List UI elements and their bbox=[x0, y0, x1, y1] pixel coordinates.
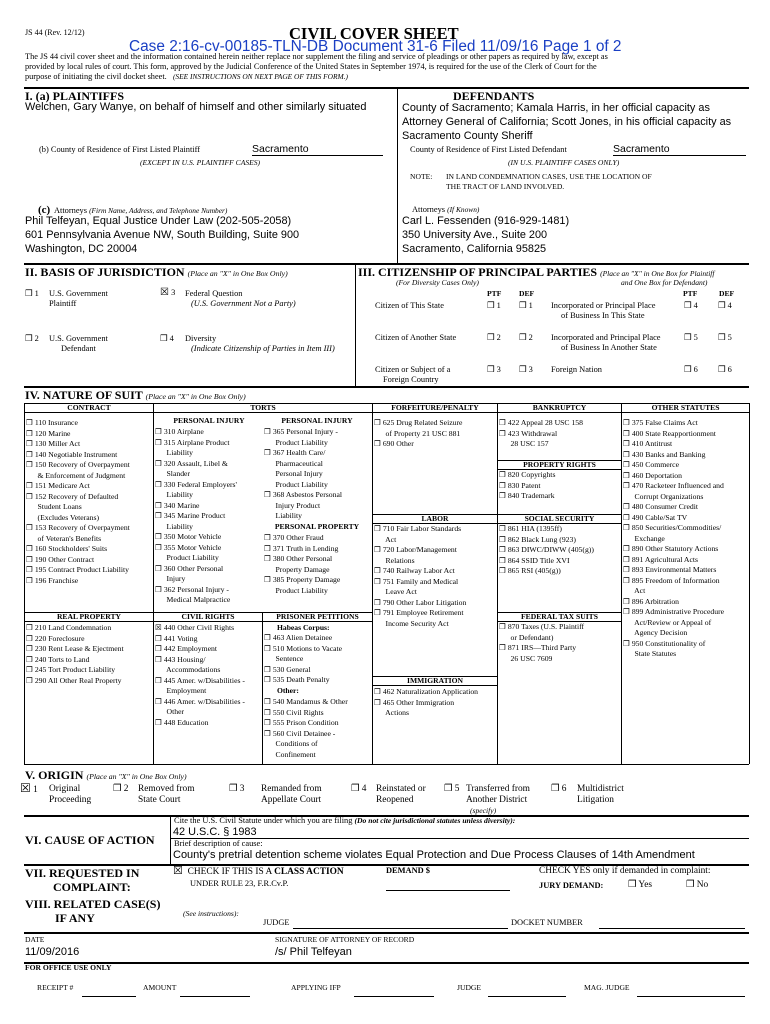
list-item[interactable]: ❒ 465 Other Immigration bbox=[374, 697, 455, 707]
property-rights-list[interactable] bbox=[499, 470, 555, 502]
jurisdiction-option-4-label: Diversity (Indicate Citizenship of Parties in Item III) bbox=[185, 334, 335, 354]
list-item: Employment bbox=[155, 686, 207, 695]
mag-judge-label: MAG. JUDGE bbox=[584, 983, 630, 992]
list-item[interactable]: ❒ 152 Recovery of Defaulted bbox=[26, 491, 119, 501]
list-item: Slander bbox=[155, 469, 191, 478]
list-item: Property Damage bbox=[264, 564, 330, 574]
header-civil-rights: CIVIL RIGHTS bbox=[181, 612, 235, 621]
list-item[interactable]: ❒ 446 Amer. w/Disabilities - bbox=[155, 696, 245, 706]
citizen-row-1-rdef[interactable]: ❒ 4 bbox=[718, 301, 732, 310]
citizen-row-2-def[interactable]: ❒ 2 bbox=[519, 333, 533, 342]
form-title: CIVIL COVER SHEET bbox=[289, 24, 459, 43]
list-item[interactable]: ❒ 820 Copyrights bbox=[499, 470, 556, 479]
list-item[interactable]: ❒ 367 Health Care/ bbox=[264, 448, 326, 457]
list-item[interactable]: ❒ 443 Housing/ bbox=[155, 654, 206, 664]
header-prisoner-petitions: PRISONER PETITIONS bbox=[276, 612, 359, 621]
list-item[interactable]: ❒ 160 Stockholders' Suits bbox=[26, 544, 108, 553]
citizen-row-3-ptf[interactable]: ❒ 3 bbox=[487, 365, 501, 374]
list-item: Exchange bbox=[623, 533, 665, 543]
jurisdiction-option-3[interactable]: ☒ 3 bbox=[160, 287, 176, 298]
list-item[interactable]: ❒ 330 Federal Employers' bbox=[155, 479, 237, 489]
list-item: Student Loans bbox=[26, 502, 82, 511]
origin-title: V. ORIGIN (Place an "X" in One Box Only) bbox=[25, 768, 187, 782]
list-item: (Excludes Veterans) bbox=[26, 512, 100, 522]
list-item: Relations bbox=[374, 555, 415, 565]
def-header-right: DEF bbox=[719, 289, 735, 298]
list-item[interactable]: ❒ 863 DIWC/DIWW (405(g)) bbox=[499, 545, 594, 554]
list-item[interactable]: ❒ 899 Administrative Procedure bbox=[623, 607, 725, 616]
origin-option-6[interactable]: ❒ 6 bbox=[551, 784, 567, 794]
defendant-county-note: (IN U.S. PLAINTIFF CASES ONLY) bbox=[508, 158, 620, 167]
list-item[interactable]: ❒ 896 Arbitration bbox=[623, 596, 680, 606]
list-item[interactable]: ❒ 130 Miller Act bbox=[26, 439, 81, 448]
torts-personal-property-list[interactable] bbox=[264, 533, 340, 596]
social-security-list[interactable] bbox=[499, 524, 594, 577]
list-item[interactable]: ❒ 530 General bbox=[264, 664, 311, 674]
related-cases-title-2: IF ANY bbox=[55, 911, 95, 925]
plaintiff-county-note: (EXCEPT IN U.S. PLAINTIFF CASES) bbox=[140, 158, 261, 167]
list-item[interactable]: ❒ 345 Marine Product bbox=[155, 511, 226, 520]
origin-option-3-label: Remanded from Appellate Court bbox=[261, 784, 322, 805]
list-item[interactable]: ❒ 400 State Reapportionment bbox=[623, 428, 716, 438]
citizen-row-3-rdef[interactable]: ❒ 6 bbox=[718, 365, 732, 374]
signature-value[interactable]: /s/ Phil Telfeyan bbox=[275, 946, 352, 958]
list-item[interactable]: ❒ 560 Civil Detainee - bbox=[264, 728, 336, 738]
list-item: Personal Injury bbox=[264, 469, 323, 478]
real-property-list[interactable] bbox=[26, 623, 124, 686]
date-label: DATE bbox=[25, 935, 45, 944]
list-item[interactable]: ❒ 315 Airplane Product bbox=[155, 437, 230, 447]
header-real-property: REAL PROPERTY bbox=[56, 612, 122, 621]
list-item: Confinement bbox=[264, 749, 316, 759]
list-item[interactable]: ❒ 368 Asbestos Personal bbox=[264, 490, 343, 499]
list-item[interactable]: ❒ 550 Civil Rights bbox=[264, 707, 324, 717]
origin-option-2-label: Removed from State Court bbox=[138, 784, 195, 805]
other-statutes-list[interactable] bbox=[623, 418, 724, 660]
list-item[interactable]: ❒ 151 Medicare Act bbox=[26, 481, 90, 490]
list-item[interactable]: ❒ 450 Commerce bbox=[623, 460, 679, 469]
personal-injury-header-2: PERSONAL INJURY bbox=[281, 416, 353, 425]
origin-option-4[interactable]: ❒ 4 bbox=[351, 784, 367, 794]
list-item[interactable]: ❒ 310 Airplane bbox=[155, 427, 204, 436]
list-item: Injury bbox=[155, 574, 186, 583]
list-item: Product Liability bbox=[155, 553, 219, 562]
defendants-label: DEFENDANTS bbox=[453, 89, 535, 103]
footer-judge-label: JUDGE bbox=[457, 983, 482, 992]
list-item: or Defendant) bbox=[499, 632, 554, 642]
list-item[interactable]: ❒ 153 Recovery of Overpayment bbox=[26, 523, 130, 532]
contract-list[interactable] bbox=[26, 418, 130, 586]
citizenship-sub-right: and One Box for Defendant) bbox=[621, 278, 708, 287]
header-immigration: IMMIGRATION bbox=[407, 676, 463, 685]
defendants-value[interactable]: County of Sacramento; Kamala Harris, in her official capacity as Attorney General of California; Scott Jones, in his official capacity as Sacramento County Sheriff bbox=[402, 102, 732, 142]
list-item[interactable]: ❒ 371 Truth in Lending bbox=[264, 543, 339, 553]
list-item: Injury Product bbox=[264, 500, 321, 510]
list-item[interactable]: ❒ 423 Withdrawal bbox=[499, 428, 558, 438]
list-item[interactable]: ❒ 690 Other bbox=[374, 439, 414, 448]
list-item[interactable]: ❒ 891 Agricultural Acts bbox=[623, 554, 699, 564]
origin-option-5[interactable]: ❒ 5 bbox=[444, 784, 460, 794]
form-id: JS 44 (Rev. 12/12) bbox=[25, 28, 85, 37]
list-item[interactable]: ❒ 190 Other Contract bbox=[26, 554, 95, 564]
list-item: Product Liability bbox=[264, 437, 328, 447]
jury-yes-checkbox[interactable]: ❒ Yes bbox=[628, 880, 653, 890]
jurisdiction-option-1[interactable]: ❒ 1 bbox=[25, 289, 39, 298]
jurisdiction-option-1-label: U.S. Government Plaintiff bbox=[49, 289, 108, 309]
list-item[interactable]: ❒ 385 Property Damage bbox=[264, 575, 341, 584]
citizenship-title: III. CITIZENSHIP OF PRINCIPAL PARTIES (Place an "X" in One Box for Plaintiff bbox=[358, 265, 715, 279]
list-item: 26 USC 7609 bbox=[499, 653, 553, 663]
list-item[interactable]: ❒ 865 RSI (405(g)) bbox=[499, 566, 561, 575]
docket-number-label: DOCKET NUMBER bbox=[511, 918, 583, 927]
forfeiture-list[interactable] bbox=[374, 418, 462, 450]
list-item[interactable]: ❒ 480 Consumer Credit bbox=[623, 502, 699, 511]
immigration-list[interactable] bbox=[374, 687, 478, 719]
list-item[interactable]: ❒ 140 Negotiable Instrument bbox=[26, 449, 118, 459]
origin-option-1[interactable]: ☒ 1 bbox=[20, 781, 38, 795]
header-torts: TORTS bbox=[250, 403, 276, 412]
list-item: 28 USC 157 bbox=[499, 439, 549, 448]
list-item: Corrupt Organizations bbox=[623, 491, 704, 501]
citizen-row-2: Citizen of Another State bbox=[375, 333, 457, 342]
origin-option-3[interactable]: ❒ 3 bbox=[229, 784, 245, 794]
list-item[interactable]: ❒ 710 Fair Labor Standards bbox=[374, 524, 462, 533]
personal-injury-header: PERSONAL INJURY bbox=[173, 416, 245, 425]
intro-line-3: purpose of initiating the civil docket sheet. (SEE INSTRUCTIONS ON NEXT PAGE OF THIS FORM.) bbox=[25, 72, 348, 81]
list-item[interactable]: ❒ 791 Employee Retirement bbox=[374, 608, 464, 617]
list-item[interactable]: ❒ 410 Antitrust bbox=[623, 439, 673, 448]
nature-of-suit-title: IV. NATURE OF SUIT (Place an "X" in One Box Only) bbox=[25, 388, 246, 402]
list-item[interactable]: ❒ 110 Insurance bbox=[26, 418, 78, 427]
demand-label: DEMAND $ bbox=[386, 866, 430, 875]
citizen-row-2-ptf[interactable]: ❒ 2 bbox=[487, 333, 501, 342]
list-item[interactable]: ❒ 320 Assault, Libel & bbox=[155, 458, 228, 468]
list-item: Accommodations bbox=[155, 665, 221, 674]
citizen-row-2-rdef[interactable]: ❒ 5 bbox=[718, 333, 732, 342]
brief-value[interactable]: County's pretrial detention scheme violates Equal Protection and Due Process Clauses of 14th Amendment bbox=[173, 849, 695, 861]
list-item[interactable]: ❒ 490 Cable/Sat TV bbox=[623, 512, 688, 522]
origin-option-1-label: Original Proceeding bbox=[49, 784, 92, 805]
intro-line-2: provided by local rules of court. This form, approved by the Judicial Conference of the United States in September 1974, is required for the use of the Clerk of Court for the bbox=[25, 62, 597, 71]
citizen-row-1-right: Incorporated or Principal Place of Business In This State bbox=[551, 301, 656, 321]
list-item[interactable]: ❒ 840 Trademark bbox=[499, 491, 555, 500]
list-item: Act/Review or Appeal of bbox=[623, 617, 712, 627]
defendant-county-label: County of Residence of First Listed Defendant bbox=[410, 145, 567, 154]
cite-label: Cite the U.S. Civil Statute under which you are filing (Do not cite jurisdictional statutes unless diversity): bbox=[174, 816, 516, 825]
plaintiff-attorneys-value[interactable]: Phil Telfeyan, Equal Justice Under Law (202-505-2058) 601 Pennsylvania Avenue NW, South Building, Suite 900 Washington, DC 20004 bbox=[25, 215, 300, 255]
header-social-security: SOCIAL SECURITY bbox=[524, 514, 595, 523]
prisoner-habeas-list[interactable] bbox=[264, 633, 342, 686]
related-cases-title: VIII. RELATED CASE(S) bbox=[25, 897, 161, 911]
header-property-rights: PROPERTY RIGHTS bbox=[523, 460, 596, 469]
note-text: IN LAND CONDEMNATION CASES, USE THE LOCATION OF THE TRACT OF LAND INVOLVED. bbox=[446, 172, 652, 192]
citizen-row-3-rptf[interactable]: ❒ 6 bbox=[684, 365, 698, 374]
list-item[interactable]: ❒ 290 All Other Real Property bbox=[26, 675, 122, 685]
jurisdiction-title: II. BASIS OF JURISDICTION (Place an "X" in One Box Only) bbox=[25, 265, 288, 279]
header-forfeiture: FORFEITURE/PENALTY bbox=[391, 403, 479, 412]
list-item[interactable]: ❒ 720 Labor/Management bbox=[374, 545, 457, 554]
list-item[interactable]: ❒ 196 Franchise bbox=[26, 575, 79, 585]
list-item[interactable]: ❒ 625 Drug Related Seizure bbox=[374, 418, 463, 427]
list-item[interactable]: ❒ 365 Personal Injury - bbox=[264, 427, 338, 436]
torts-personal-injury-list[interactable] bbox=[155, 427, 237, 606]
header-federal-tax: FEDERAL TAX SUITS bbox=[521, 612, 598, 621]
list-item[interactable]: ❒ 240 Torts to Land bbox=[26, 654, 90, 664]
applying-ifp-label: APPLYING IFP bbox=[291, 983, 341, 992]
related-judge-label: JUDGE bbox=[263, 918, 290, 927]
list-item: Act bbox=[623, 586, 646, 595]
class-action-checkbox[interactable]: ☒ CHECK IF THIS IS A CLASS ACTION bbox=[173, 865, 344, 877]
attorneys-label: (c) Attorneys (Firm Name, Address, and Telephone Number) bbox=[38, 204, 228, 216]
ptf-header-right: PTF bbox=[683, 289, 698, 298]
list-item[interactable]: ❒ 210 Land Condemnation bbox=[26, 623, 112, 632]
related-instructions: (See instructions): bbox=[183, 909, 239, 918]
list-item[interactable]: ❒ 380 Other Personal bbox=[264, 554, 333, 563]
bankruptcy-list[interactable] bbox=[499, 418, 583, 450]
list-item[interactable]: ❒ 370 Other Fraud bbox=[264, 533, 324, 542]
list-item: Leave Act bbox=[374, 587, 417, 596]
citizenship-sub-left: (For Diversity Cases Only) bbox=[396, 278, 479, 287]
cause-of-action-title: VI. CAUSE OF ACTION bbox=[25, 833, 155, 847]
list-item[interactable]: ❒ 830 Patent bbox=[499, 480, 541, 490]
jury-no-checkbox[interactable]: ❒ No bbox=[686, 880, 709, 890]
citizen-row-3-right: Foreign Nation bbox=[551, 365, 602, 374]
header-bankruptcy: BANKRUPTCY bbox=[532, 403, 587, 412]
citizen-row-1-def[interactable]: ❒ 1 bbox=[519, 301, 533, 310]
origin-option-2[interactable]: ❒ 2 bbox=[113, 784, 129, 794]
citizen-row-3: Citizen or Subject of a Foreign Country bbox=[375, 365, 451, 385]
list-item[interactable]: ❒ 895 Freedom of Information bbox=[623, 575, 720, 585]
cite-value[interactable]: 42 U.S.C. § 1983 bbox=[173, 826, 257, 838]
rule-23: UNDER RULE 23, F.R.Cv.P. bbox=[190, 879, 289, 888]
citizen-row-1-rptf[interactable]: ❒ 4 bbox=[684, 301, 698, 310]
list-item[interactable]: ❒ 470 Racketeer Influenced and bbox=[623, 481, 724, 490]
defendant-county-value[interactable]: Sacramento bbox=[613, 143, 746, 156]
list-item[interactable]: ❒ 740 Railway Labor Act bbox=[374, 566, 455, 575]
office-use-label: FOR OFFICE USE ONLY bbox=[25, 963, 112, 972]
list-item[interactable]: ❒ 245 Tort Product Liability bbox=[26, 665, 116, 674]
note-label: NOTE: bbox=[410, 172, 433, 181]
list-item[interactable]: ❒ 350 Motor Vehicle bbox=[155, 532, 222, 541]
list-item: Income Security Act bbox=[374, 618, 449, 628]
habeas-header: Habeas Corpus: bbox=[277, 623, 330, 632]
list-item[interactable]: ❒ 890 Other Statutory Actions bbox=[623, 544, 719, 553]
list-item: State Statutes bbox=[623, 649, 677, 658]
jurisdiction-option-3-label: Federal Question (U.S. Government Not a Party) bbox=[185, 289, 296, 309]
amount-label: AMOUNT bbox=[143, 983, 177, 992]
header-other-statutes: OTHER STATUTES bbox=[651, 403, 720, 412]
list-item[interactable]: ❒ 220 Foreclosure bbox=[26, 633, 85, 643]
defendant-attorneys-label: Attorneys (If Known) bbox=[412, 205, 480, 214]
list-item[interactable]: ❒ 375 False Claims Act bbox=[623, 418, 698, 427]
list-item[interactable]: ❒ 893 Environmental Matters bbox=[623, 565, 717, 574]
list-item: Product Liability bbox=[264, 585, 328, 595]
list-item: Actions bbox=[374, 708, 410, 717]
list-item: Liability bbox=[155, 448, 194, 457]
list-item[interactable]: ❒ 871 IRS—Third Party bbox=[499, 643, 577, 652]
origin-option-5-label: Transferred from Another District (specify) bbox=[466, 784, 530, 815]
list-item[interactable]: ❒ 790 Other Labor Litigation bbox=[374, 597, 467, 607]
list-item[interactable]: ❒ 540 Mandamus & Other bbox=[264, 697, 348, 706]
list-item[interactable]: ❒ 950 Constitutionality of bbox=[623, 638, 706, 648]
list-item[interactable]: ❒ 430 Banks and Banking bbox=[623, 449, 706, 459]
list-item[interactable]: ❒ 850 Securities/Commodities/ bbox=[623, 523, 722, 532]
check-yes-label: CHECK YES only if demanded in complaint: bbox=[539, 866, 711, 876]
requested-title-2: COMPLAINT: bbox=[53, 880, 131, 894]
citizen-row-3-def[interactable]: ❒ 3 bbox=[519, 365, 533, 374]
list-item[interactable]: ❒ 862 Black Lung (923) bbox=[499, 534, 576, 544]
receipt-label: RECEIPT # bbox=[37, 983, 74, 992]
citizen-row-1: Citizen of This State bbox=[375, 301, 444, 310]
list-item[interactable]: ❒ 462 Naturalization Application bbox=[374, 687, 479, 696]
list-item: & Enforcement of Judgment bbox=[26, 470, 126, 480]
jury-demand-label: JURY DEMAND: bbox=[539, 881, 604, 890]
list-item: Liability bbox=[155, 521, 194, 531]
list-item: of Property 21 USC 881 bbox=[374, 428, 461, 438]
list-item[interactable]: ❒ 870 Taxes (U.S. Plaintiff bbox=[499, 622, 585, 631]
list-item[interactable]: ❒ 861 HIA (1395ff) bbox=[499, 524, 562, 533]
def-header: DEF bbox=[519, 289, 535, 298]
brief-label: Brief description of cause: bbox=[174, 839, 263, 848]
citizen-row-1-ptf[interactable]: ❒ 1 bbox=[487, 301, 501, 310]
other-header: Other: bbox=[277, 686, 299, 695]
signature-label: SIGNATURE OF ATTORNEY OF RECORD bbox=[275, 935, 415, 944]
list-item[interactable]: ❒ 535 Death Penalty bbox=[264, 675, 330, 684]
requested-title: VII. REQUESTED IN bbox=[25, 866, 140, 880]
origin-option-4-label: Reinstated or Reopened bbox=[376, 784, 426, 805]
intro-line-1: The JS 44 civil cover sheet and the information contained herein neither replace nor supplement the filing and service of pleadings or other papers as required by law, except as bbox=[25, 52, 608, 61]
torts-personal-injury-list-2[interactable] bbox=[264, 427, 342, 522]
list-item: Sentence bbox=[264, 654, 304, 663]
list-item: Product Liability bbox=[264, 479, 328, 489]
list-item[interactable]: ❒ 864 SSID Title XVI bbox=[499, 555, 570, 565]
list-item[interactable]: ❒ 448 Education bbox=[155, 717, 209, 727]
list-item: of Veteran's Benefits bbox=[26, 533, 102, 543]
list-item[interactable]: ❒ 360 Other Personal bbox=[155, 563, 224, 573]
list-item[interactable]: ❒ 555 Prison Condition bbox=[264, 718, 339, 727]
list-item: Liability bbox=[264, 511, 303, 520]
list-item: Other bbox=[155, 707, 185, 716]
jurisdiction-option-2[interactable]: ❒ 2 bbox=[25, 334, 39, 343]
origin-option-6-label: Multidistrict Litigation bbox=[577, 784, 624, 805]
ptf-header: PTF bbox=[487, 289, 502, 298]
plaintiff-county-value[interactable]: Sacramento bbox=[252, 143, 383, 156]
list-item[interactable]: ❒ 463 Alien Detainee bbox=[264, 633, 333, 642]
list-item[interactable]: ❒ 442 Employment bbox=[155, 644, 217, 653]
plaintiffs-value[interactable]: Welchen, Gary Wanye, on behalf of himself and other similarly situated bbox=[25, 101, 367, 113]
citizen-row-2-right: Incorporated and Principal Place of Business In Another State bbox=[551, 333, 661, 353]
list-item: Conditions of bbox=[264, 739, 318, 748]
list-item[interactable]: ❒ 340 Marine bbox=[155, 500, 200, 510]
list-item[interactable]: ❒ 355 Motor Vehicle bbox=[155, 542, 222, 552]
header-labor: LABOR bbox=[421, 514, 449, 523]
list-item[interactable]: ❒ 422 Appeal 28 USC 158 bbox=[499, 418, 583, 427]
list-item[interactable]: ❒ 120 Marine bbox=[26, 428, 71, 438]
list-item[interactable]: ❒ 230 Rent Lease & Ejectment bbox=[26, 644, 124, 653]
list-item[interactable]: ❒ 460 Deportation bbox=[623, 470, 682, 480]
list-item[interactable]: ❒ 362 Personal Injury - bbox=[155, 584, 229, 594]
list-item[interactable]: ❒ 445 Amer. w/Disabilities - bbox=[155, 675, 245, 685]
defendant-attorneys-value[interactable]: Carl L. Fessenden (916-929-1481) 350 University Ave., Suite 200 Sacramento, California 95825 bbox=[402, 215, 570, 255]
jurisdiction-option-2-label: U.S. Government Defendant bbox=[49, 334, 108, 354]
list-item[interactable]: ❒ 195 Contract Product Liability bbox=[26, 565, 129, 574]
list-item[interactable]: ☒ 440 Other Civil Rights bbox=[155, 623, 235, 632]
header-contract: CONTRACT bbox=[67, 403, 111, 412]
labor-list[interactable] bbox=[374, 524, 466, 629]
list-item: Agency Decision bbox=[623, 628, 688, 637]
jurisdiction-option-4[interactable]: ❒ 4 bbox=[160, 334, 174, 343]
list-item[interactable]: ❒ 150 Recovery of Overpayment bbox=[26, 460, 130, 469]
list-item: Liability bbox=[155, 490, 194, 499]
list-item: Medical Malpractice bbox=[155, 595, 231, 604]
federal-tax-list[interactable] bbox=[499, 622, 584, 664]
citizen-row-2-rptf[interactable]: ❒ 5 bbox=[684, 333, 698, 342]
list-item: Act bbox=[374, 534, 397, 544]
date-value[interactable]: 11/09/2016 bbox=[25, 946, 80, 958]
case-stamp: Case 2:16-cv-00185-TLN-DB Document 31-6 Filed 11/09/16 Page 1 of 2 bbox=[129, 38, 622, 55]
list-item[interactable]: ❒ 441 Voting bbox=[155, 633, 198, 643]
prisoner-other-list[interactable] bbox=[264, 697, 348, 760]
civil-rights-list[interactable] bbox=[155, 623, 245, 728]
plaintiff-county-label: (b) County of Residence of First Listed Plaintiff bbox=[39, 145, 201, 154]
list-item[interactable]: ❒ 510 Motions to Vacate bbox=[264, 643, 343, 653]
personal-property-header: PERSONAL PROPERTY bbox=[274, 522, 360, 531]
list-item[interactable]: ❒ 751 Family and Medical bbox=[374, 576, 459, 586]
plaintiffs-label: I. (a) PLAINTIFFS bbox=[25, 89, 125, 103]
list-item: Pharmaceutical bbox=[264, 458, 323, 468]
